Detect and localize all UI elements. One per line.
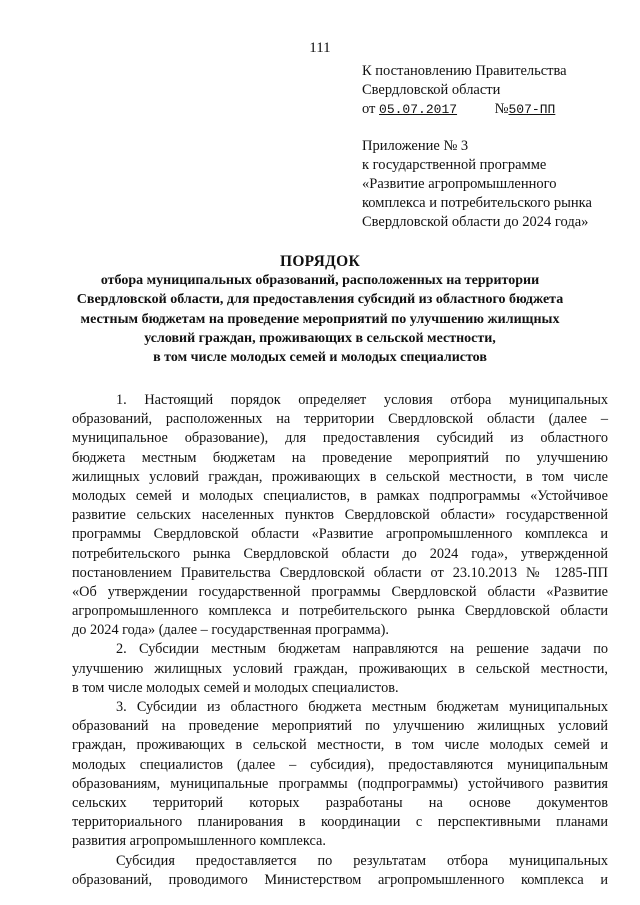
- body-line: программы Свердловской области «Развитие агропромышленного комплекса и: [72, 526, 608, 543]
- approval-date: 05.07.2017: [379, 102, 458, 117]
- subtitle-line: Свердловской области, для предоставления субсидий из областного бюджета: [76, 292, 564, 308]
- subtitle-line: в том числе молодых семей и молодых специалистов: [153, 350, 487, 366]
- approval-number: 507-ПП: [508, 102, 556, 117]
- subtitle-line: условий граждан, проживающих в сельской местности,: [144, 330, 496, 346]
- body-line: образований на проведение мероприятий по улучшению жилищных условий: [72, 718, 608, 735]
- number-prefix: №: [494, 101, 509, 117]
- body-line: граждан, проживающих в сельской местности, в том числе молодых семей и: [72, 737, 608, 754]
- body-line: 2. Субсидии местным бюджетам направляются на решение задачи по: [116, 641, 608, 658]
- appendix-line: Свердловской области до 2024 года»: [362, 214, 589, 230]
- document-title: ПОРЯДОК: [279, 253, 361, 270]
- body-line: сельских территорий которых разработаны на основе документов: [72, 794, 608, 811]
- appendix-line: «Развитие агропромышленного: [362, 176, 557, 192]
- subtitle-line: местным бюджетам на проведение мероприятий по улучшению жилищных: [80, 311, 560, 327]
- body-text: [74, 391, 608, 890]
- body-line: территориального планирования в координации с перспективными планами: [72, 814, 608, 831]
- approval-block: [362, 62, 571, 119]
- appendix-block: [362, 137, 592, 232]
- body-line: бюджета местным бюджетам на проведение мероприятий по улучшению: [72, 449, 608, 466]
- subtitle-line: отбора муниципальных образований, расположенных на территории: [100, 273, 540, 288]
- body-line: Субсидия предоставляется по результатам отбора муниципальных: [116, 852, 608, 869]
- body-line: 1. Настоящий порядок определяет условия отбора муниципальных: [116, 392, 608, 408]
- body-line: 3. Субсидии из областного бюджета местным бюджетам муниципальных: [116, 699, 608, 715]
- body-line: молодых семей и молодых специалистов, в рамках подпрограммы «Устойчивое: [72, 487, 608, 504]
- body-line: развития агропромышленного комплекса.: [72, 833, 326, 850]
- body-line: образованиям, муниципальные программы (подпрограммы) устойчивого развития: [72, 775, 608, 792]
- body-line: потребительского рынка Свердловской области до 2024 года», утвержденной: [72, 545, 608, 562]
- body-line: улучшению жилищных условий граждан, проживающих в сельской местности,: [72, 660, 608, 677]
- page-number: 111: [309, 40, 331, 56]
- body-line: «Об утверждении государственной программы Свердловской области «Развитие: [72, 583, 608, 600]
- body-line: до 2024 года» (далее – государственная программа).: [72, 622, 389, 639]
- document-subtitle: [60, 271, 580, 367]
- appendix-line: комплекса и потребительского рынка: [362, 195, 592, 211]
- body-line: образований, расположенных на территории Свердловской области (далее –: [72, 411, 608, 428]
- body-line: образований, проводимого Министерством агропромышленного комплекса и: [72, 871, 608, 888]
- date-prefix: от: [362, 101, 376, 117]
- approval-date-line: [362, 100, 571, 119]
- body-line: постановлением Правительства Свердловской области от 23.10.2013 № 1285-ПП: [72, 564, 608, 581]
- approval-line-1: К постановлению Правительства: [362, 63, 567, 79]
- body-line: муниципальное образование), для предоставления субсидий из областного: [72, 430, 608, 447]
- body-line: в том числе молодых семей и молодых специалистов.: [72, 679, 399, 696]
- body-line: молодых специалистов (далее – субсидия), предоставляются муниципальным: [72, 756, 608, 773]
- body-line: развитие сельских населенных пунктов Свердловской области» государственной: [72, 507, 608, 524]
- appendix-line: Приложение № 3: [362, 138, 469, 154]
- approval-line-2: Свердловской области: [362, 82, 501, 98]
- body-line: жилищных условий граждан, проживающих в сельской местности, в том числе: [72, 468, 608, 485]
- appendix-line: к государственной программе: [362, 157, 547, 173]
- body-line: агропромышленного комплекса и потребительского рынка Свердловской области: [72, 603, 608, 620]
